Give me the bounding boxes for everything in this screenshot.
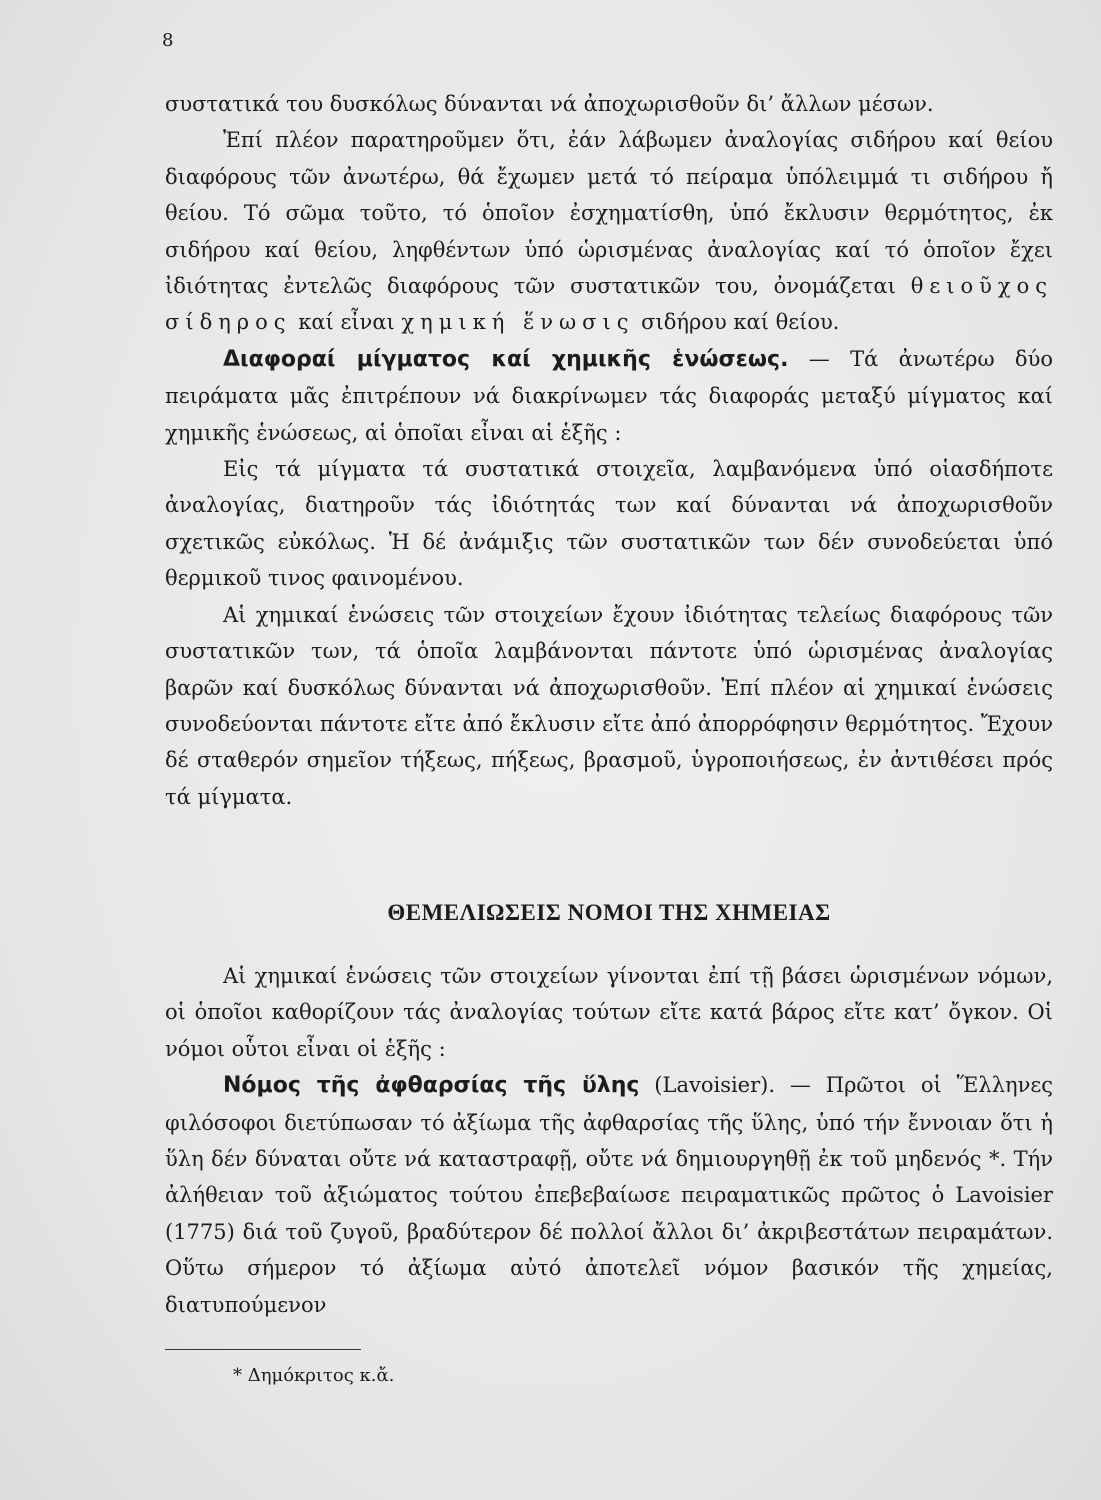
paragraph-text: (Lavoisier). — Πρῶτοι οἱ Ἕλληνες φιλόσοφοι διετύπωσαν τό ἀξίωμα τῆς ἀφθαρσίας τῆς ὕλης, ὑπό τήν ἔννοιαν ὅτι ἡ ὕλη δέν δύναται οὔτε νά καταστραφῇ, οὔτε νά δημιουργηθῇ ἐκ τοῦ μηδενός *. Τήν ἀλήθειαν τοῦ ἀξιώματος τούτου ἐπεβεβαίωσε πειραματικῶς πρῶτος ὁ Lavoisier (1775) διά τοῦ ζυγοῦ, βραδύτερον δέ πολλοί ἄλλοι δι’ ἀκριβεστάτων πειραμάτων. Οὕτω σήμερον τό ἀξίωμα αὐτό ἀποτελεῖ νόμον βασικόν τῆς χημείας, διατυπούμενον: [165, 1073, 1054, 1317]
paragraph-mixtures: Εἰς τά μίγματα τά συστατικά στοιχεῖα, λαμβανόμενα ὑπό οἱασδήποτε ἀναλογίας, διατηροῦν τάς ἰδιότητάς των καί δύνανται νά ἀποχωρισθοῦν σχετικῶς εὐκόλως. Ἡ δέ ἀνάμιξις τῶν συστατικῶν των δέν συνοδεύεται ὑπό θερμικοῦ τινος φαινομένου.: [165, 457, 1053, 591]
paragraph-text: Ἐπί πλέον παρατηροῦμεν ὅτι, ἐάν λάβωμεν ἀναλογίας σιδήρου καί θείου διαφόρους τῶν ἀνωτέρω, θά ἔχωμεν μετά τό πείραμα ὑπόλειμμά τι σιδήρου ἤ θείου. Τό σῶμα τοῦτο, τό ὁποῖον ἐσχηματίσθη, ὑπό ἔκλυσιν θερμότητος, ἐκ σιδήρου καί θείου, ληφθέντων ὑπό ὡρισμένας ἀναλογίας καί τό ὁποῖον ἔχει ἰδιότητας ἐντελῶς διαφόρους τῶν συστατικῶν του, ὀνομάζεται: [165, 128, 1053, 299]
paragraph-differences: [165, 341, 1053, 451]
spaced-term-iron-sulfide: θειοῦχος σίδηρος: [165, 274, 1053, 335]
footnote: * Δημόκριτος κ.ἄ.: [233, 1365, 395, 1386]
paragraph-text: σιδήρου καί θείου.: [634, 310, 840, 335]
paragraph-conservation-law: [165, 1067, 1053, 1323]
body-text-upper: [165, 86, 1053, 815]
paragraph-text: — Τά ἀνωτέρω δύο πειράματα μᾶς ἐπιτρέπουν νά διακρίνωμεν τάς διαφοράς μεταξύ μίγματος καί χημικῆς ἑνώσεως, αἱ ὁποῖαι εἶναι αἱ ἑξῆς :: [165, 346, 1053, 445]
page-number: 8: [162, 30, 174, 51]
footnote-divider: [165, 1349, 361, 1350]
paragraph-iron-sulfide: [165, 122, 1053, 340]
body-text-lower: [165, 958, 1053, 1323]
run-in-heading-conservation: Νόμος τῆς ἀφθαρσίας τῆς ὕλης: [223, 1073, 640, 1099]
paragraph-continuation: συστατικά του δυσκόλως δύνανται νά ἀποχωρισθοῦν δι’ ἄλλων μέσων.: [165, 92, 934, 116]
paragraph-text: καί εἶναι: [291, 310, 402, 335]
run-in-heading-differences: Διαφοραί μίγματος καί χημικῆς ἑνώσεως.: [223, 346, 789, 372]
paragraph-compounds: Αἱ χημικαί ἑνώσεις τῶν στοιχείων ἔχουν ἰδιότητας τελείως διαφόρους τῶν συστατικῶν των, τά ὁποῖα λαμβάνονται πάντοτε ὑπό ὡρισμένας ἀναλογίας βαρῶν καί δυσκόλως δύνανται νά ἀποχωρισθοῦν. Ἐπί πλέον αἱ χημικαί ἑνώσεις συνοδεύονται πάντοτε εἴτε ἀπό ἔκλυσιν εἴτε ἀπό ἀπορρόφησιν θερμότητος. Ἔχουν δέ σταθερόν σημεῖον τήξεως, πήξεως, βρασμοῦ, ὑγροποιήσεως, ἐν ἀντιθέσει πρός τά μίγματα.: [165, 602, 1053, 809]
paragraph-laws-intro: Αἱ χημικαί ἑνώσεις τῶν στοιχείων γίνονται ἐπί τῇ βάσει ὡρισμένων νόμων, οἱ ὁποῖοι καθορίζουν τάς ἀναλογίας τούτων εἴτε κατά βάρος εἴτε κατ’ ὄγκον. Οἱ νόμοι οὗτοι εἶναι οἱ ἑξῆς :: [165, 964, 1053, 1061]
spaced-term-chemical-compound: χημική ἕνωσις: [401, 310, 635, 335]
section-title: ΘΕΜΕΛΙΩΣΕΙΣ ΝΟΜΟΙ ΤΗΣ ΧΗΜΕΙΑΣ: [387, 900, 831, 925]
